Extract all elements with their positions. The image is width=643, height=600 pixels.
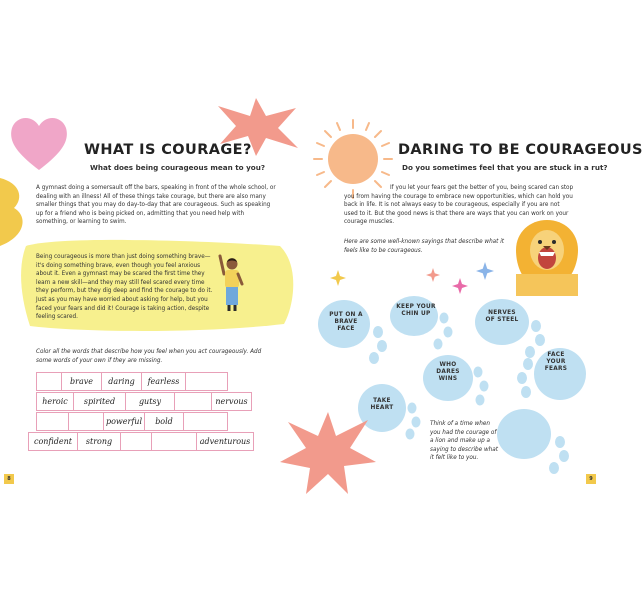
word-brick[interactable]: spirited [73,392,126,411]
word-row-1 [36,372,228,391]
word-brick[interactable]: nervous [211,392,252,411]
page-subtitle: What does being courageous mean to you? [90,163,266,172]
left-page [0,0,300,600]
word-brick[interactable]: daring [101,372,142,391]
sparkle-icon [452,278,468,294]
lion-icon [512,218,582,296]
word-row-3 [36,412,228,431]
saying-keep-your-chin-up: KEEP YOUR CHIN UP [396,304,436,318]
saying-nerves-of-steel: NERVES OF STEEL [485,310,519,324]
intro-paragraph: A gymnast doing a somersault off the bars, speaking in front of the whole school, or dealing with an illness! All of these things take courage, but there are also many smaller things that you may do day-to-day that are courageous. Such as speaking up for a friend who is being picked on, admitting that you need help with something, or learning to swim. [36,185,276,226]
page-number: 9 [586,474,596,484]
sparkle-icon [426,268,440,282]
highlight-paragraph: Being courageous is more than just doing something brave—it's doing something brave, even though you feel anxious about it. Even a gymnast may be scared the first time they learn a new skill—and they may still feel scared every time they perform, but they dig deep and find the courage to do it. Just as you may have worried about asking for help, but you faced your fears and did it! Courage is taking action, despite feeling scared. [36,254,213,321]
word-brick[interactable]: confident [28,432,78,451]
word-brick[interactable] [120,432,152,451]
word-brick[interactable] [185,372,228,391]
paw-print-2 [388,294,458,354]
word-brick[interactable]: powerful [103,412,145,431]
word-row-4 [28,432,254,451]
word-brick[interactable]: heroic [36,392,74,411]
word-brick[interactable] [174,392,212,411]
word-brick[interactable] [36,412,69,431]
word-brick[interactable]: brave [61,372,102,391]
page-title: WHAT IS COURAGE? [84,142,252,158]
instruction-text: Color all the words that describe how you feel when you act courageously. Add some words of your own if they are missing. [36,349,262,364]
word-brick[interactable] [151,432,197,451]
saying-face-your-fears: FACE YOUR FEARS [544,352,568,373]
saying-who-dares-wins: WHO DARES WINS [436,362,460,383]
word-brick[interactable] [68,412,104,431]
page-subtitle: Do you sometimes feel that you are stuck in a rut? [402,163,608,172]
intro-paragraph: If you let your fears get the better of you, being scared can stop you from having the courage to embrace new opportunities, which can hold you back in life. It is not always easy to be courageous, especially if you are not used to it. But the good news is that there are ways that you can work on your courage muscles. [344,185,574,226]
sparkle-icon [476,262,494,280]
saying-take-heart: TAKE HEART [370,398,394,412]
word-brick[interactable]: bold [144,412,184,431]
gymnast-figure [216,252,244,314]
word-brick[interactable]: fearless [141,372,186,391]
sparkle-icon [330,270,346,286]
word-row-2 [36,392,252,411]
right-page [300,0,643,600]
word-brick[interactable]: adventurous [196,432,254,451]
prompt-text: Think of a time when you had the courage of a lion and make up a saying to describe what it felt like to you. [430,421,498,462]
word-brick[interactable]: strong [77,432,121,451]
saying-put-on-a-brave-face: PUT ON A BRAVE FACE [329,312,363,333]
page-title: DARING TO BE COURAGEOUS [398,142,643,158]
heart-icon [8,112,70,174]
page-number: 8 [4,474,14,484]
coral-burst-icon [278,410,378,496]
word-brick[interactable]: gutsy [125,392,175,411]
word-brick[interactable] [36,372,62,391]
word-brick[interactable] [183,412,228,431]
sayings-intro: Here are some well-known sayings that describe what it feels like to be courageous. [344,239,505,254]
paw-print-blank[interactable] [494,406,582,478]
